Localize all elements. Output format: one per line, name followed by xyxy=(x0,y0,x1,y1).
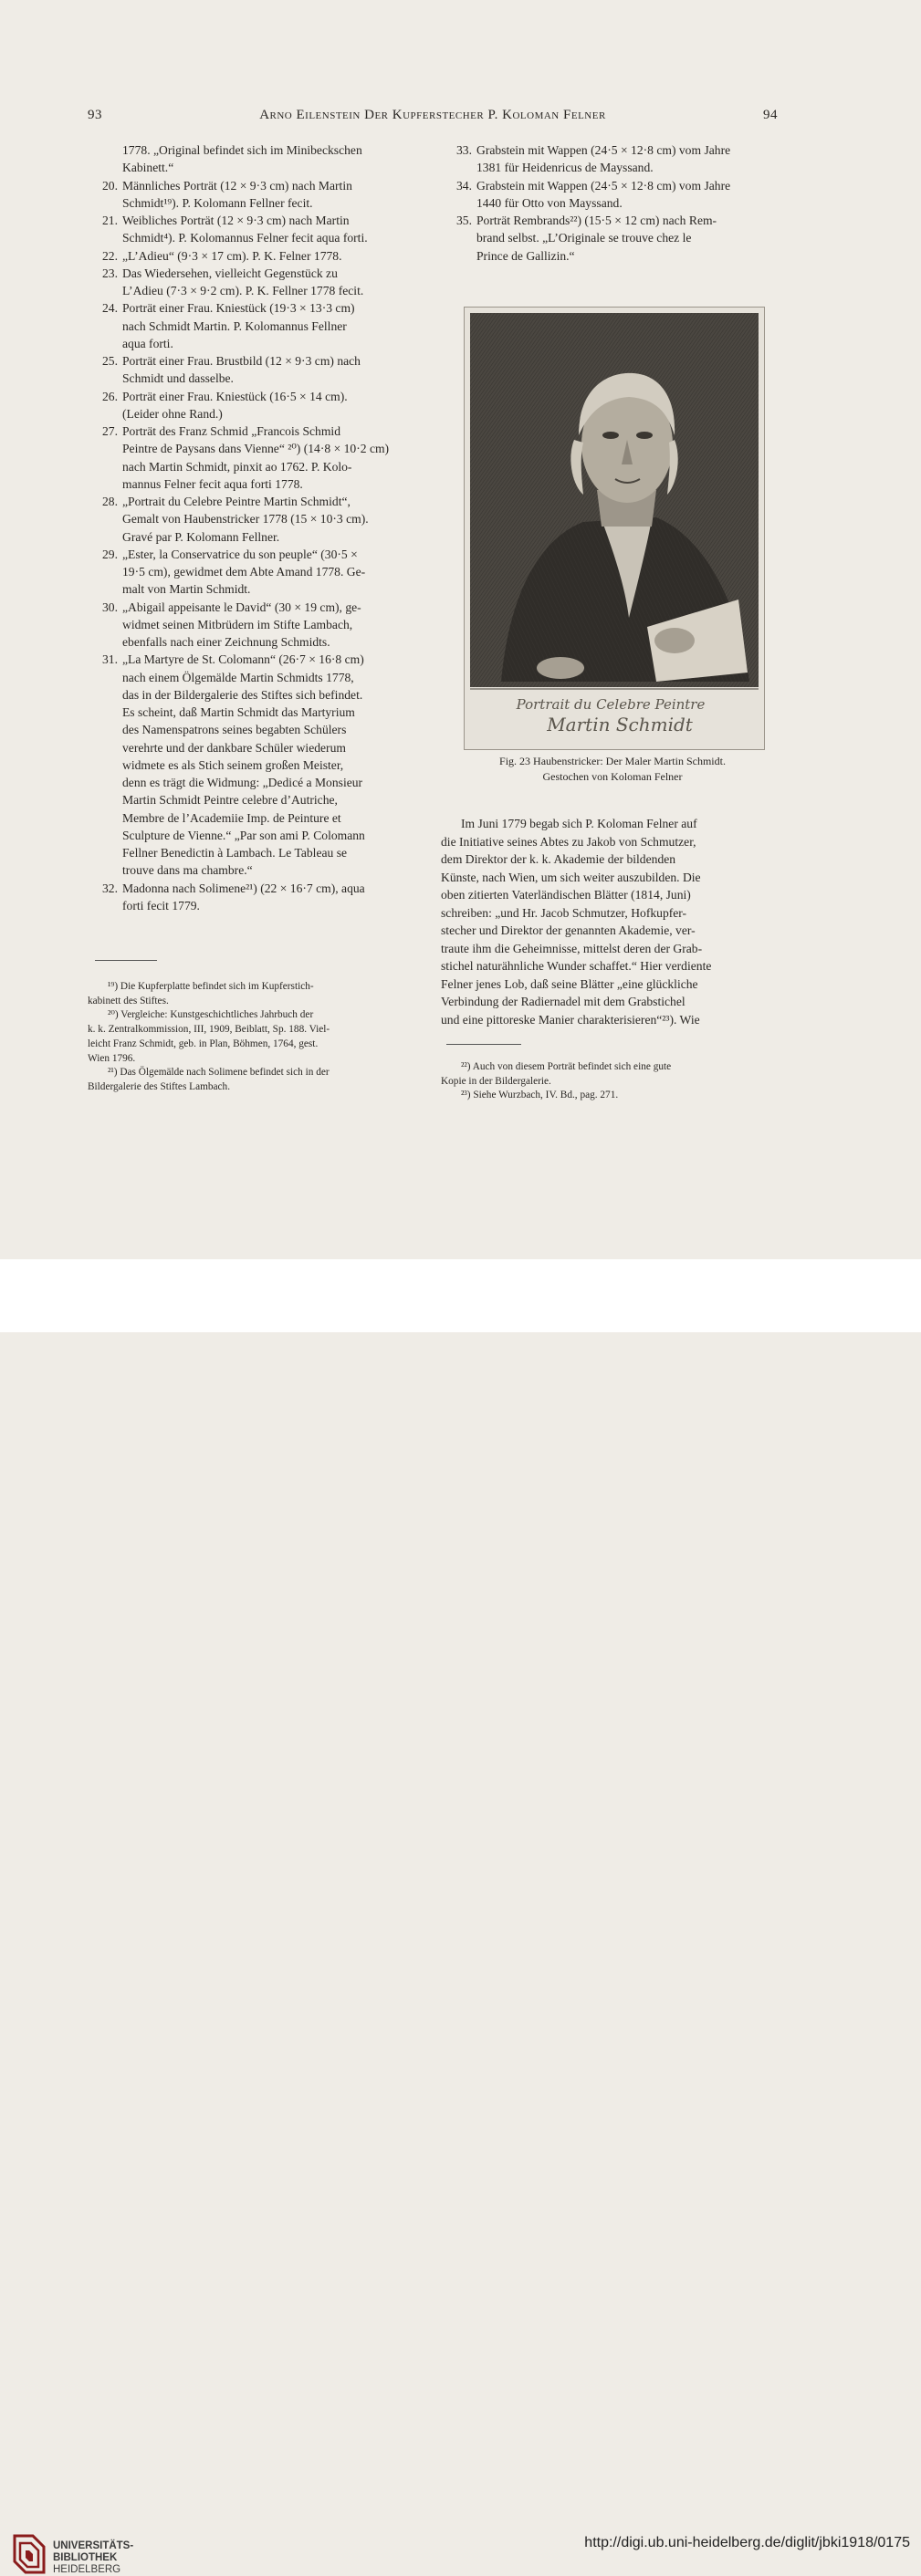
left-catalog-line xyxy=(95,633,429,651)
left-catalog-item-text: Es scheint, daß Martin Schmidt das Martyrium xyxy=(122,705,355,719)
left-catalog-item-number xyxy=(95,229,122,246)
right-catalog-line xyxy=(449,141,778,159)
left-catalog-item-text: nach Schmidt Martin. P. Kolomannus Fellner xyxy=(122,318,347,333)
left-catalog-item-number: 25. xyxy=(102,354,118,368)
page-number-left: 93 xyxy=(88,108,102,122)
left-catalog-line xyxy=(95,827,429,844)
left-catalog-item-text: denn es trägt die Widmung: „Dedicé a Monsieur xyxy=(122,776,363,789)
left-catalog-item-number xyxy=(95,739,122,756)
library-name-line-2: BIBLIOTHEK xyxy=(53,2552,118,2563)
footnotes-right xyxy=(441,1060,778,1103)
left-catalog-item-text: L’Adieu (7·3 × 9·2 cm). P. K. Fellner 1778 fecit. xyxy=(122,284,364,297)
right-catalog-item-number: 33. xyxy=(456,143,472,157)
left-catalog-line xyxy=(95,686,429,704)
left-column-catalog xyxy=(95,141,429,914)
left-catalog-line xyxy=(95,599,429,616)
left-catalog-line xyxy=(95,247,429,265)
left-catalog-item-text: Peintre de Paysans dans Vienne“ ²⁰) (14·8 × 10·2 cm) xyxy=(122,442,390,456)
footnote-line: kabinett des Stiftes. xyxy=(88,995,169,1006)
library-name-line-1: UNIVERSITÄTS- xyxy=(53,2540,134,2551)
left-catalog-item-number xyxy=(95,580,122,598)
right-catalog-item-text: Porträt Rembrands²²) (15·5 × 12 cm) nach Rem- xyxy=(476,214,717,227)
left-catalog-line xyxy=(95,739,429,756)
left-catalog-line xyxy=(95,704,429,721)
body-text-line: und eine pittoreske Manier charakterisieren“²³). Wie xyxy=(441,1012,700,1027)
right-catalog-item-text: Grabstein mit Wappen (24·5 × 12·8 cm) vom Jahre xyxy=(476,143,731,157)
left-catalog-item-number: 23. xyxy=(102,266,118,280)
left-catalog-item-number xyxy=(95,282,122,299)
left-catalog-item-number xyxy=(95,159,122,176)
right-catalog-item-number xyxy=(449,247,476,265)
right-catalog-item-number xyxy=(449,229,476,246)
body-text-line: Verbindung der Radiernadel mit dem Grabstichel xyxy=(441,995,686,1008)
left-catalog-line xyxy=(95,774,429,791)
right-catalog-line xyxy=(449,247,778,265)
left-catalog-item-number xyxy=(95,774,122,791)
left-catalog-item-text: Schmidt und dasselbe. xyxy=(122,371,234,386)
right-catalog-item-number xyxy=(449,159,476,176)
footnotes-left xyxy=(88,980,429,1095)
left-catalog-line xyxy=(95,335,429,352)
figure-caption-line-2: Gestochen von Koloman Felner xyxy=(542,770,683,783)
right-column-catalog xyxy=(449,141,778,265)
left-catalog-item-number xyxy=(95,791,122,808)
right-catalog-line xyxy=(449,194,778,212)
body-text-line: oben zitierten Vaterländischen Blätter (1814, Juni) xyxy=(441,888,691,902)
left-catalog-item-number: 27. xyxy=(102,424,118,438)
right-catalog-line xyxy=(449,159,778,176)
left-catalog-item-text: 1778. „Original befindet sich im Minibeckschen xyxy=(122,143,362,157)
left-catalog-item-text: Weibliches Porträt (12 × 9·3 cm) nach Martin xyxy=(122,214,350,227)
left-catalog-item-text: „Ester, la Conservatrice du son peuple“ (30·5 × xyxy=(122,547,358,561)
right-catalog-item-number xyxy=(449,194,476,212)
figure-caption-line-1: Fig. 23 Haubenstricker: Der Maler Martin Schmidt. xyxy=(499,755,726,767)
left-catalog-item-text: Porträt des Franz Schmid „Francois Schmid xyxy=(122,424,340,438)
left-catalog-line xyxy=(95,370,429,387)
left-catalog-item-text: Membre de l’Academiie Imp. de Peinture et xyxy=(122,810,341,825)
left-catalog-line xyxy=(95,651,429,668)
running-title: Arno Eilenstein Der Kupferstecher P. Koloman Felner xyxy=(259,108,606,122)
left-catalog-line xyxy=(95,669,429,686)
body-text-line: die Initiative seines Abtes zu Jakob von Schmutzer, xyxy=(441,834,696,849)
footnote-line: Kopie in der Bildergalerie. xyxy=(441,1075,551,1087)
left-catalog-line xyxy=(95,510,429,527)
left-catalog-item-number: 21. xyxy=(102,214,118,227)
left-catalog-item-number xyxy=(95,405,122,422)
left-catalog-item-text: „Portrait du Celebre Peintre Martin Schmidt“, xyxy=(122,495,351,508)
left-catalog-item-number xyxy=(95,704,122,721)
left-catalog-item-text: Gravé par P. Kolomann Fellner. xyxy=(122,529,280,544)
footnote-line: ²²) Auch von diesem Porträt befindet sich eine gute xyxy=(461,1061,672,1072)
body-text-line: stichel naturähnliche Wunder schaffet.“ Hier verdiente xyxy=(441,959,712,973)
left-catalog-item-number: 30. xyxy=(102,600,118,614)
left-catalog-line xyxy=(95,388,429,405)
right-catalog-item-text: Prince de Gallizin.“ xyxy=(476,248,575,263)
left-catalog-line xyxy=(95,493,429,510)
footnote-line: k. k. Zentralkommission, III, 1909, Beiblatt, Sp. 188. Viel- xyxy=(88,1024,330,1036)
left-catalog-item-text: nach einem Ölgemälde Martin Schmidts 1778, xyxy=(122,670,354,684)
left-catalog-line xyxy=(95,405,429,422)
left-catalog-line xyxy=(95,318,429,335)
left-catalog-item-number xyxy=(95,756,122,774)
source-url-link[interactable]: http://digi.ub.uni-heidelberg.de/diglit/jbki1918/0175 xyxy=(584,2535,910,2550)
left-catalog-line xyxy=(95,422,429,440)
left-catalog-item-text: malt von Martin Schmidt. xyxy=(122,582,251,597)
left-catalog-line xyxy=(95,141,429,159)
right-catalog-item-text: Grabstein mit Wappen (24·5 × 12·8 cm) vom Jahre xyxy=(476,178,731,193)
left-catalog-line xyxy=(95,844,429,861)
left-catalog-item-number: 31. xyxy=(102,652,118,667)
left-catalog-item-text: Porträt einer Frau. Kniestück (19·3 × 13·3 cm) xyxy=(122,301,355,316)
right-body-text xyxy=(441,815,778,1028)
left-catalog-item-number xyxy=(95,861,122,879)
left-catalog-item-number: 22. xyxy=(102,248,118,263)
figure-caption xyxy=(453,754,772,785)
left-catalog-item-number xyxy=(95,669,122,686)
left-catalog-line xyxy=(95,352,429,370)
body-text-line: Im Juni 1779 begab sich P. Koloman Felner auf xyxy=(461,817,697,830)
left-catalog-item-number xyxy=(95,563,122,580)
left-catalog-line xyxy=(95,159,429,176)
left-catalog-line xyxy=(95,756,429,774)
left-catalog-line xyxy=(95,580,429,598)
left-catalog-item-text: ebenfalls nach einer Zeichnung Schmidts. xyxy=(122,635,330,649)
right-catalog-item-text: brand selbst. „L’Originale se trouve chez le xyxy=(476,231,692,245)
running-header xyxy=(88,108,778,128)
left-catalog-item-number xyxy=(95,440,122,457)
left-catalog-item-number: 26. xyxy=(102,389,118,403)
left-catalog-line xyxy=(95,563,429,580)
left-catalog-item-text: aqua forti. xyxy=(122,336,173,350)
left-catalog-item-number: 28. xyxy=(102,495,118,508)
left-catalog-line xyxy=(95,616,429,633)
left-catalog-item-number xyxy=(95,528,122,546)
portrait-engraving-image xyxy=(465,308,764,749)
left-catalog-item-number xyxy=(95,141,122,159)
left-catalog-item-text: des Namenspatrons seines begabten Schülers xyxy=(122,723,347,737)
inscription-line-2: Martin Schmidt xyxy=(547,714,693,735)
left-catalog-item-text: Madonna nach Solimene²¹) (22 × 16·7 cm), aqua xyxy=(122,881,365,895)
left-catalog-item-text: forti fecit 1779. xyxy=(122,898,200,913)
body-text-line: stecher und Direktor der genannten Akademie, ver- xyxy=(441,923,696,937)
left-catalog-line xyxy=(95,265,429,282)
left-catalog-item-text: Kabinett.“ xyxy=(122,161,174,175)
right-catalog-item-text: 1381 für Heidenricus de Mayssand. xyxy=(476,161,654,175)
engraving-figure xyxy=(464,307,765,750)
left-catalog-item-number xyxy=(95,721,122,738)
left-catalog-line xyxy=(95,809,429,827)
inscription-line-1: Portrait du Celebre Peintre xyxy=(516,696,706,713)
left-catalog-line xyxy=(95,475,429,493)
left-catalog-item-number xyxy=(95,458,122,475)
left-catalog-line xyxy=(95,721,429,738)
document-page xyxy=(0,0,921,1259)
body-text-line: Künste, nach Wien, um sich weiter auszubilden. Die xyxy=(441,870,701,884)
left-catalog-item-text: widmet seinen Mitbrüdern im Stifte Lambach, xyxy=(122,617,353,631)
left-catalog-item-text: Sculpture de Vienne.“ „Par son ami P. Colomann xyxy=(122,828,365,842)
right-catalog-line xyxy=(449,229,778,246)
left-catalog-line xyxy=(95,440,429,457)
footnote-line: leicht Franz Schmidt, geb. in Plan, Böhmen, 1764, gest. xyxy=(88,1038,319,1049)
left-catalog-line xyxy=(95,861,429,879)
left-catalog-item-text: Porträt einer Frau. Kniestück (16·5 × 14 cm). xyxy=(122,389,348,403)
left-catalog-item-text: Das Wiedersehen, vielleicht Gegenstück zu xyxy=(122,266,338,280)
library-name xyxy=(53,2540,133,2576)
left-catalog-item-number xyxy=(95,318,122,335)
left-catalog-item-number xyxy=(95,335,122,352)
left-catalog-item-text: mannus Felner fecit aqua forti 1778. xyxy=(122,476,303,491)
body-text-line: dem Direktor der k. k. Akademie der bildenden xyxy=(441,852,676,866)
left-catalog-item-text: Schmidt¹⁹). P. Kolomann Fellner fecit. xyxy=(122,195,313,210)
left-catalog-item-text: Martin Schmidt Peintre celebre d’Autriche, xyxy=(122,793,338,808)
left-catalog-item-number: 29. xyxy=(102,547,118,561)
left-catalog-item-number xyxy=(95,809,122,827)
footnote-line: ¹⁹) Die Kupferplatte befindet sich im Kupferstich- xyxy=(108,981,314,992)
left-catalog-line xyxy=(95,897,429,914)
left-catalog-item-number xyxy=(95,510,122,527)
left-catalog-line xyxy=(95,458,429,475)
left-catalog-item-number: 32. xyxy=(102,881,118,895)
left-catalog-item-number xyxy=(95,616,122,633)
library-logo-icon xyxy=(9,2532,49,2576)
body-text-line: schreiben: „und Hr. Jacob Schmutzer, Hofkupfer- xyxy=(441,905,687,920)
left-catalog-item-text: Gemalt von Haubenstricker 1778 (15 × 10·3 cm). xyxy=(122,512,369,527)
right-catalog-item-number: 35. xyxy=(456,214,472,227)
right-catalog-line xyxy=(449,177,778,194)
left-catalog-item-number xyxy=(95,475,122,493)
left-catalog-item-text: nach Martin Schmidt, pinxit ao 1762. P. Kolo- xyxy=(122,459,352,474)
left-catalog-line xyxy=(95,880,429,897)
left-catalog-item-number xyxy=(95,370,122,387)
left-catalog-line xyxy=(95,528,429,546)
left-catalog-line xyxy=(95,177,429,194)
library-footer xyxy=(0,1259,921,2575)
left-catalog-item-number xyxy=(95,686,122,704)
left-catalog-line xyxy=(95,212,429,229)
left-catalog-item-text: verehrte und der dankbare Schüler wiederum xyxy=(122,740,346,755)
left-catalog-item-number xyxy=(95,827,122,844)
page-number-right: 94 xyxy=(763,108,778,122)
left-catalog-line xyxy=(95,282,429,299)
footnote-line: ²⁰) Vergleiche: Kunstgeschichtliches Jahrbuch der xyxy=(108,1009,314,1021)
footnote-line: ²¹) Das Ölgemälde nach Solimene befindet sich in der xyxy=(108,1067,330,1079)
footnote-rule-left xyxy=(95,960,157,961)
left-catalog-item-text: Schmidt⁴). P. Kolomannus Felner fecit aqua forti. xyxy=(122,231,368,245)
right-catalog-item-text: 1440 für Otto von Mayssand. xyxy=(476,195,623,210)
left-catalog-item-number: 24. xyxy=(102,301,118,316)
footnote-line: Wien 1796. xyxy=(88,1052,136,1064)
left-catalog-line xyxy=(95,546,429,563)
left-catalog-item-text: trouve dans ma chambre.“ xyxy=(122,863,253,878)
left-catalog-item-number xyxy=(95,194,122,212)
left-catalog-line xyxy=(95,791,429,808)
right-catalog-line xyxy=(449,212,778,229)
left-catalog-item-number xyxy=(95,844,122,861)
left-catalog-item-text: Fellner Benedictin à Lambach. Le Tableau se xyxy=(122,846,348,860)
left-catalog-item-text: das in der Bildergalerie des Stiftes sich befindet. xyxy=(122,687,363,702)
left-catalog-line xyxy=(95,194,429,212)
footnote-line: ²³) Siehe Wurzbach, IV. Bd., pag. 271. xyxy=(461,1090,619,1101)
left-catalog-item-text: „Abigail appeisante le David“ (30 × 19 cm), ge- xyxy=(122,600,361,614)
body-text-line: Felner jenes Lob, daß seine Blätter „eine glückliche xyxy=(441,976,698,991)
left-catalog-line xyxy=(95,229,429,246)
library-name-line-3: HEIDELBERG xyxy=(53,2564,121,2575)
left-catalog-item-text: (Leider ohne Rand.) xyxy=(122,406,223,421)
body-text-line: traute ihm die Geheimnisse, mittelst deren der Grab- xyxy=(441,941,703,955)
left-catalog-item-text: Porträt einer Frau. Brustbild (12 × 9·3 cm) nach xyxy=(122,354,361,368)
left-catalog-item-text: 19·5 cm), gewidmet dem Abte Amand 1778. Ge- xyxy=(122,565,366,579)
footnote-line: Bildergalerie des Stiftes Lambach. xyxy=(88,1080,231,1092)
left-catalog-line xyxy=(95,299,429,317)
footnote-rule-right xyxy=(446,1044,521,1045)
right-catalog-item-number: 34. xyxy=(456,178,472,193)
left-catalog-item-text: widmete es als Stich seinem großen Meister, xyxy=(122,757,344,772)
left-catalog-item-number xyxy=(95,633,122,651)
left-catalog-item-number xyxy=(95,897,122,914)
left-catalog-item-text: Männliches Porträt (12 × 9·3 cm) nach Martin xyxy=(122,178,352,193)
left-catalog-item-text: „La Martyre de St. Colomann“ (26·7 × 16·8 cm) xyxy=(122,652,364,667)
left-catalog-item-number: 20. xyxy=(102,178,118,193)
left-catalog-item-text: „L’Adieu“ (9·3 × 17 cm). P. K. Felner 1778. xyxy=(122,248,342,263)
